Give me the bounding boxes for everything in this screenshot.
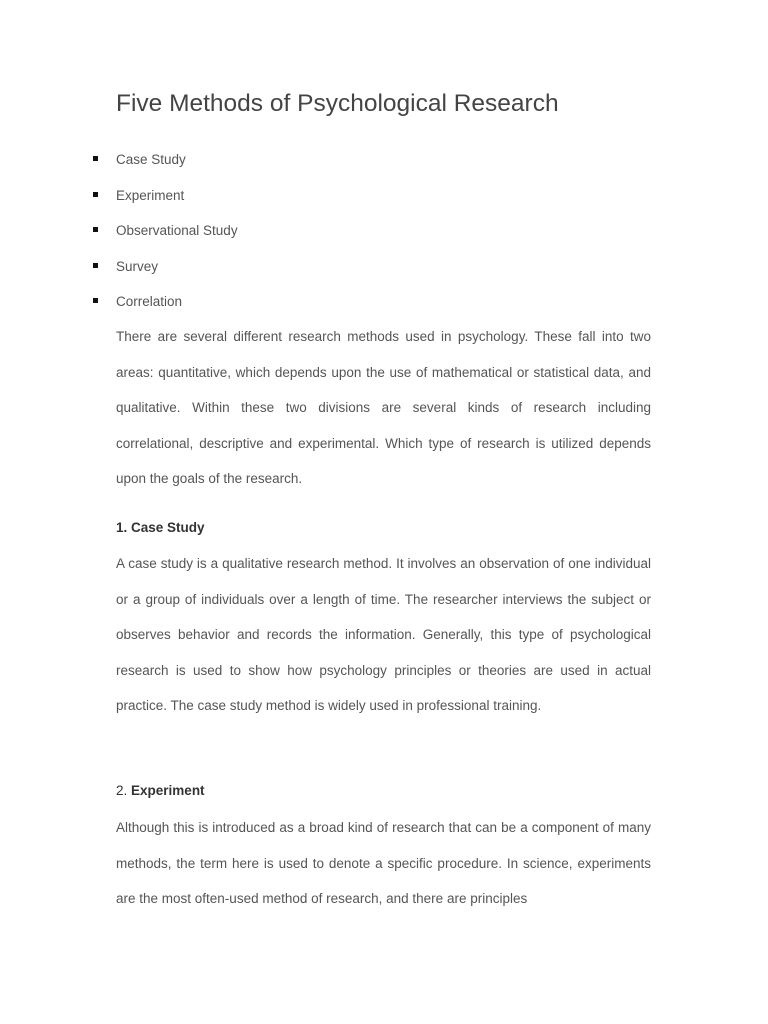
section-number: 1. (116, 520, 128, 535)
methods-list (116, 142, 651, 320)
case-study-paragraph: A case study is a qualitative research method. It involves an observation of one individual or a group of individuals over a length of time. The researcher interviews the subject or observes behavior and records the information. Generally, this type of psychological research is used to show how psychology principles or theories are used in actual practice. The case study method is widely used in professional training. (116, 556, 651, 714)
section-heading-experiment (116, 779, 205, 803)
list-item (116, 178, 651, 214)
list-item-label: Experiment (116, 187, 185, 203)
section-heading-text: Case Study (131, 520, 205, 535)
bullet-icon (93, 227, 98, 232)
list-item (116, 142, 651, 178)
section-heading-text: Experiment (131, 783, 205, 798)
bullet-icon (93, 156, 98, 161)
list-item-label: Correlation (116, 294, 183, 310)
list-item-label: Observational Study (116, 223, 238, 239)
bullet-icon (93, 263, 98, 268)
list-item-label: Case Study (116, 152, 186, 167)
bullet-icon (93, 298, 98, 303)
list-item (116, 284, 651, 320)
section-heading-case-study (116, 516, 205, 540)
list-item (116, 213, 651, 249)
intro-paragraph: There are several different research methods used in psychology. These fall into two areas: quantitative, which depends upon the use of mathematical or statistical data, and qualitative. Within these two divisions are several kinds of research including correlational, descriptive and experimental. Which type of research is utilized depends upon the goals of the research. (116, 329, 651, 487)
list-item (116, 249, 651, 285)
bullet-icon (93, 192, 98, 197)
section-number: 2. (116, 783, 128, 798)
document-title: Five Methods of Psychological Research (116, 90, 559, 117)
experiment-paragraph: Although this is introduced as a broad kind of research that can be a component of many methods, the term here is used to denote a specific procedure. In science, experiments are the most often-used method of research, and there are principles (116, 820, 651, 907)
list-item-label: Survey (116, 258, 159, 274)
